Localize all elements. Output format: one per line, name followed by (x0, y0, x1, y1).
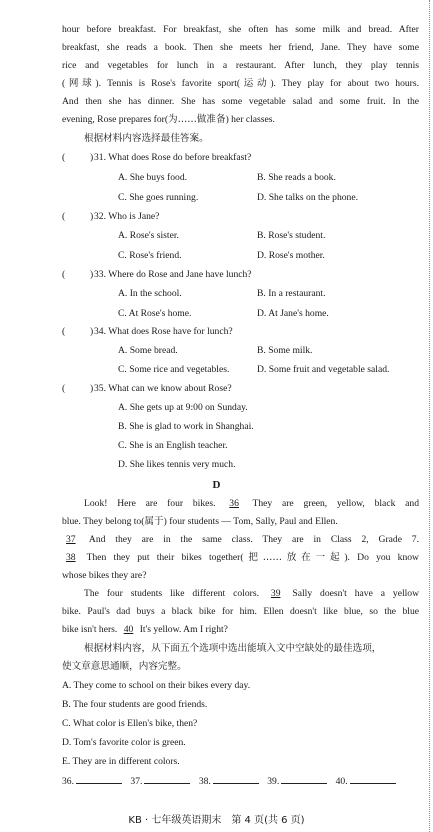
option-a: A. In the school. (118, 288, 182, 299)
answer-label-36: 36. (62, 776, 74, 787)
option-b: B. Some milk. (257, 345, 313, 356)
passage-c-line-3: rice and vegetables for lunch in a restaurant. After lunch, they play tennis (62, 60, 419, 71)
option-b: B. She reads a book. (257, 172, 336, 183)
choice-b: B. The four students are good friends. (62, 699, 208, 710)
passage-c-line-6: evening, Rose prepares for(为……做准备) her classes. (62, 114, 275, 125)
answer-blanks (62, 774, 402, 788)
option-c: C. Some rice and vegetables. (118, 364, 230, 375)
option-b: B. In a restaurant. (257, 288, 326, 299)
option-d: D. She likes tennis very much. (118, 459, 236, 470)
choice-d: D. Tom's favorite color is green. (62, 737, 186, 748)
option-c: C. Rose's friend. (118, 250, 182, 261)
option-a: A. She gets up at 9:00 on Sunday. (118, 402, 248, 413)
blank-36: 36 (229, 498, 239, 509)
passage-d-line-7: bike. Paul's dad buys a black bike for him. Ellen doesn't like blue, so the blue (62, 606, 419, 617)
answer-line-38[interactable] (213, 774, 259, 784)
blank-37: 37 (66, 534, 76, 545)
passage-c-line-5: And then she has dinner. She has some vegetable salad and some fruit. In the (62, 96, 419, 107)
option-b: B. She is glad to work in Shanghai. (118, 421, 254, 432)
option-c: C. At Rose's home. (118, 308, 192, 319)
blank-40: 40 (123, 624, 134, 635)
page-footer: KB · 七年级英语期末 第 4 页(共 6 页) (128, 815, 305, 826)
answer-label-39: 39. (267, 776, 280, 787)
option-c: C. She is an English teacher. (118, 440, 228, 451)
passage-d-line-5: whose bikes they are? (62, 570, 147, 581)
blank-38: 38 (66, 552, 76, 563)
passage-c-line-1: hour before breakfast. For breakfast, she often has some milk and bread. After (62, 24, 419, 35)
passage-c-line-2: breakfast, she reads a book. Then she meets her friend, Jane. They have some (62, 42, 419, 53)
instruction-d-2: 使文章意思通顺，内容完整。 (62, 661, 187, 672)
choice-c: C. What color is Ellen's bike, then? (62, 718, 198, 729)
option-d: D. Rose's mother. (257, 250, 325, 261)
option-d: D. At Jane's home. (257, 308, 329, 319)
option-a: A. Some bread. (118, 345, 178, 356)
answer-label-37: 37. (130, 776, 143, 787)
option-d: D. Some fruit and vegetable salad. (257, 364, 390, 375)
passage-c-line-4: (网球). Tennis is Rose's favorite sport(运动). They play for about two hours. (62, 78, 420, 89)
section-d-heading: D (212, 479, 221, 491)
passage-d-line-8: bike isn't hers. 40 It's yellow. Am I right? (62, 624, 228, 635)
option-d: D. She talks on the phone. (257, 192, 358, 203)
answer-label-38: 38. (198, 776, 211, 787)
answer-line-40[interactable] (350, 774, 396, 784)
choice-e: E. They are in different colors. (62, 756, 180, 767)
instruction-d-1: 根据材料内容，从下面五个选项中选出能填入文中空缺处的最佳选项， (84, 643, 382, 654)
passage-d-line-3: 37 And they are in the same class. They are in Class 2, Grade 7. (62, 534, 419, 546)
choice-a: A. They come to school on their bikes every day. (62, 680, 251, 691)
binding-margin-rule (429, 0, 430, 832)
option-b: B. Rose's student. (257, 230, 326, 241)
passage-d-line-4: 38 Then they put their bikes together(把……放在一起). Do you know (62, 552, 419, 564)
answer-line-39[interactable] (281, 774, 327, 784)
option-a: A. She buys food. (118, 172, 188, 183)
exam-page: hour before breakfast. For breakfast, she often has some milk and bread. After breakfast, she reads a book. Then she meets her friend, Jane. They have some rice and vegetables for lunch in a restaurant. After lunch, they play tennis (网球). Tennis is Rose's favorite sport(运动). They play for about two hours. And then she has dinner. She has some vegetable salad and some fruit. In the evening, Rose prepares for(为……做准备) her classes. 根据材料内容选择最佳答案。 ( ) 31. What does Rose do before breakfast? A. She buys food. B. She reads a book. C. She goes running. D. She talks on the phone. ( ) 32. Who is Jane? A. Rose's sister. B. Rose's student. C. Rose's friend. D. Rose's mother. ( ) 33. Where do Rose and Jane have lunch? A. In the school. B. In a restaurant. C. At Rose's home. D. At Jane's home. ( ) 34. What does Rose have for lunch? A. Some bread. B. Some milk. C. Some rice and vegetables. D. Some fruit and vegetable salad. ( ) 35. What can we know about Rose? A. She gets up at 9:00 on Sunday. B. She is glad to work in Shanghai. C. She is an English teacher. D. She likes tennis very much. D Look! Here are four bikes. 36 They are green, yellow, black and blue. They belong to(属于) four students — Tom, Sally, Paul and Ellen. 37 And they are in the same class. They are in Class 2, Grade 7. 38 Then they put their bikes together(把……放在一起). Do you know whose bikes they are? The four students like different colors. 39 Sally doesn't have a yellow bike. Paul's dad buys a black bike for him. Ellen doesn't like blue, so the blue bike isn't hers. 40 It's yellow. Am I right? 根据材料内容，从下面五个选项中选出能填入文中空缺处的最佳选项， 使文章意思通顺，内容完整。 A. They come to school on their bikes every day. B. The four students are good friends. C. What color is Ellen's bike, then? D. Tom's favorite color is green. E. They are in different colors. 36. 37. 38. 39. 40. KB · 七年级英语期末 第 4 页(共 6 页) (0, 0, 433, 832)
blank-39: 39 (270, 588, 281, 599)
answer-label-40: 40. (335, 776, 348, 787)
option-c: C. She goes running. (118, 192, 199, 203)
passage-d-line-6: The four students like different colors. 39 Sally doesn't have a yellow (84, 588, 420, 599)
passage-d-line-2: blue. They belong to(属于) four students — Tom, Sally, Paul and Ellen. (62, 516, 338, 527)
instruction-c: 根据材料内容选择最佳答案。 (84, 133, 209, 144)
answer-line-37[interactable] (144, 774, 190, 784)
answer-line-36[interactable] (76, 774, 122, 784)
passage-d-line-1: Look! Here are four bikes. 36 They are green, yellow, black and (84, 498, 419, 509)
option-a: A. Rose's sister. (118, 230, 179, 241)
